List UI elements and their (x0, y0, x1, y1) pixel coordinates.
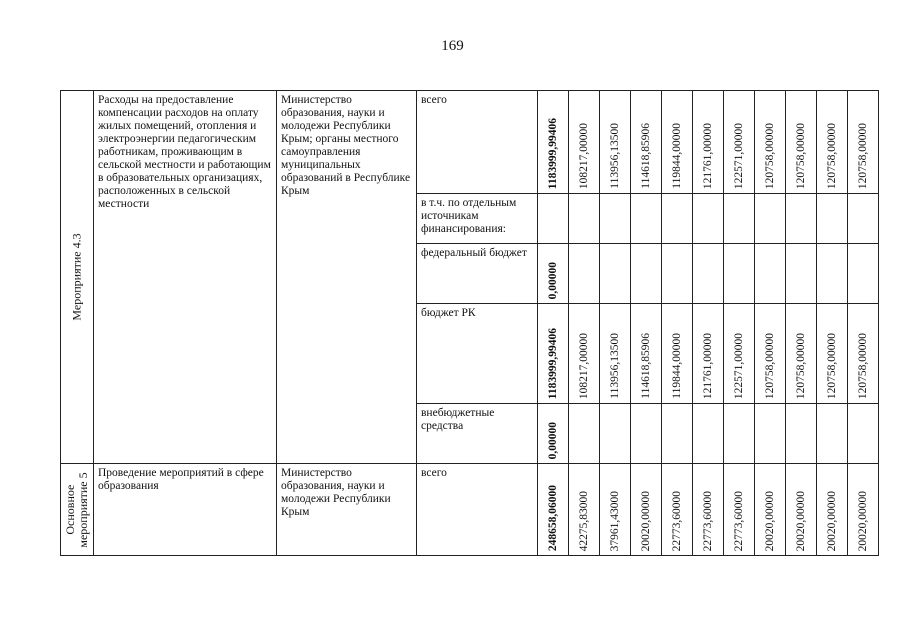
table-row (61, 464, 879, 556)
year-amount (724, 91, 755, 194)
year-amount (817, 404, 848, 464)
total-amount (538, 464, 569, 556)
year-amount (569, 244, 600, 304)
year-amount-text: 108217,00000 (578, 122, 590, 189)
year-amount-text: 108217,00000 (578, 332, 590, 399)
year-amount (662, 404, 693, 464)
year-amount-text: 20020,00000 (826, 490, 838, 551)
year-amount-text: 120758,00000 (795, 332, 807, 399)
year-amount (786, 194, 817, 244)
activity-heading-line: мероприятие 5 (76, 471, 90, 548)
year-amount (662, 194, 693, 244)
total-amount-text: 1183999,99406 (547, 117, 559, 189)
year-amount (631, 91, 662, 194)
year-amount-text: 113956,13500 (609, 123, 621, 189)
funding-source: всего (421, 94, 447, 106)
year-amount (600, 404, 631, 464)
year-amount (631, 194, 662, 244)
funding-source: бюджет РК (421, 307, 476, 319)
year-amount (631, 404, 662, 464)
activity-name-cell (94, 91, 277, 464)
activity-heading-cell (61, 464, 94, 556)
activity-heading-line: Основное (63, 484, 77, 535)
year-amount (786, 91, 817, 194)
year-amount-text: 120758,00000 (826, 332, 838, 399)
year-amount-text: 122571,00000 (733, 122, 745, 189)
year-amount (755, 404, 786, 464)
year-amount (755, 304, 786, 404)
year-amount (848, 464, 879, 556)
funding-source: в т.ч. по отдельным источникам финансирования: (421, 197, 517, 235)
year-amount-text: 120758,00000 (764, 122, 776, 189)
year-amount (600, 194, 631, 244)
year-amount (817, 91, 848, 194)
year-amount (848, 304, 879, 404)
year-amount (569, 464, 600, 556)
year-amount-text: 121761,00000 (702, 122, 714, 189)
year-amount-text: 20020,00000 (640, 490, 652, 551)
funding-source: всего (421, 467, 447, 479)
year-amount (817, 304, 848, 404)
activity-heading (64, 472, 90, 547)
executor-name: Министерство образования, науки и молодежи Республики Крым (281, 467, 391, 518)
total-amount (538, 244, 569, 304)
funding-source-cell (417, 304, 538, 404)
year-amount-text: 120758,00000 (764, 332, 776, 399)
year-amount (724, 244, 755, 304)
year-amount (848, 244, 879, 304)
year-amount (755, 91, 786, 194)
year-amount-text: 22773,60000 (671, 490, 683, 551)
year-amount-text: 120758,00000 (857, 122, 869, 189)
year-amount (662, 464, 693, 556)
year-amount (569, 404, 600, 464)
year-amount (693, 464, 724, 556)
funding-source: федеральный бюджет (421, 247, 527, 259)
total-amount-text: 1183999,99406 (547, 327, 559, 399)
year-amount (569, 194, 600, 244)
year-amount (693, 404, 724, 464)
year-amount (786, 404, 817, 464)
year-amount-text: 122571,00000 (733, 332, 745, 399)
year-amount (631, 244, 662, 304)
year-amount (724, 464, 755, 556)
year-amount (848, 91, 879, 194)
year-amount-text: 113956,13500 (609, 333, 621, 399)
year-amount (600, 304, 631, 404)
year-amount (631, 464, 662, 556)
executor-cell (277, 91, 417, 464)
total-amount-text: 0,00000 (547, 261, 559, 299)
year-amount (755, 194, 786, 244)
year-amount (693, 194, 724, 244)
year-amount-text: 114618,85906 (640, 333, 652, 399)
table-row (61, 91, 879, 194)
year-amount-text: 114618,85906 (640, 123, 652, 189)
funding-source-cell (417, 404, 538, 464)
activity-name: Расходы на предоставление компенсации расходов на оплату жилых помещений, отопления и электроэнергии педагогическим работникам, проживающим в сельской местности и работающим в образовательных организациях, расположенных в сельской местности (98, 94, 271, 210)
year-amount-text: 20020,00000 (795, 490, 807, 551)
year-amount-text: 37961,43000 (609, 490, 621, 551)
year-amount-text: 20020,00000 (857, 490, 869, 551)
funding-source-cell (417, 91, 538, 194)
year-amount-text: 119844,00000 (671, 123, 683, 189)
activity-heading-cell (61, 91, 94, 464)
year-amount (662, 304, 693, 404)
funding-source: внебюджетные средства (421, 407, 495, 432)
year-amount-text: 121761,00000 (702, 332, 714, 399)
activity-heading (71, 233, 84, 320)
year-amount (662, 91, 693, 194)
total-amount (538, 304, 569, 404)
year-amount (786, 464, 817, 556)
year-amount-text: 22773,60000 (702, 490, 714, 551)
year-amount (693, 244, 724, 304)
activity-heading-line: Мероприятие 4.3 (69, 233, 84, 321)
year-amount (755, 464, 786, 556)
year-amount (631, 304, 662, 404)
year-amount (569, 91, 600, 194)
year-amount-text: 120758,00000 (826, 122, 838, 189)
total-amount (538, 194, 569, 244)
funding-source-cell (417, 464, 538, 556)
activity-name: Проведение мероприятий в сфере образования (98, 467, 264, 492)
year-amount (569, 304, 600, 404)
year-amount (817, 464, 848, 556)
funding-source-cell (417, 194, 538, 244)
year-amount (600, 464, 631, 556)
year-amount-text: 120758,00000 (795, 122, 807, 189)
year-amount-text: 20020,00000 (764, 490, 776, 551)
page-number: 169 (441, 38, 464, 54)
year-amount (662, 244, 693, 304)
year-amount (724, 404, 755, 464)
year-amount (786, 244, 817, 304)
year-amount (786, 304, 817, 404)
year-amount (724, 194, 755, 244)
year-amount-text: 22773,60000 (733, 490, 745, 551)
year-amount (848, 194, 879, 244)
year-amount (600, 91, 631, 194)
year-amount (817, 194, 848, 244)
year-amount (755, 244, 786, 304)
year-amount (724, 304, 755, 404)
year-amount (600, 244, 631, 304)
executor-cell (277, 464, 417, 556)
executor-name: Министерство образования, науки и молодежи Республики Крым; органы местного самоуправления муниципальных образований в Республике Крым (281, 94, 411, 197)
total-amount-text: 0,00000 (547, 421, 559, 459)
year-amount (848, 404, 879, 464)
year-amount-text: 42275,83000 (578, 490, 590, 551)
year-amount (817, 244, 848, 304)
total-amount (538, 91, 569, 194)
year-amount-text: 119844,00000 (671, 333, 683, 399)
year-amount-text: 120758,00000 (857, 332, 869, 399)
financing-table (60, 90, 879, 556)
funding-source-cell (417, 244, 538, 304)
activity-name-cell (94, 464, 277, 556)
year-amount (693, 91, 724, 194)
year-amount (693, 304, 724, 404)
total-amount (538, 404, 569, 464)
total-amount-text: 248658,06000 (547, 484, 559, 551)
